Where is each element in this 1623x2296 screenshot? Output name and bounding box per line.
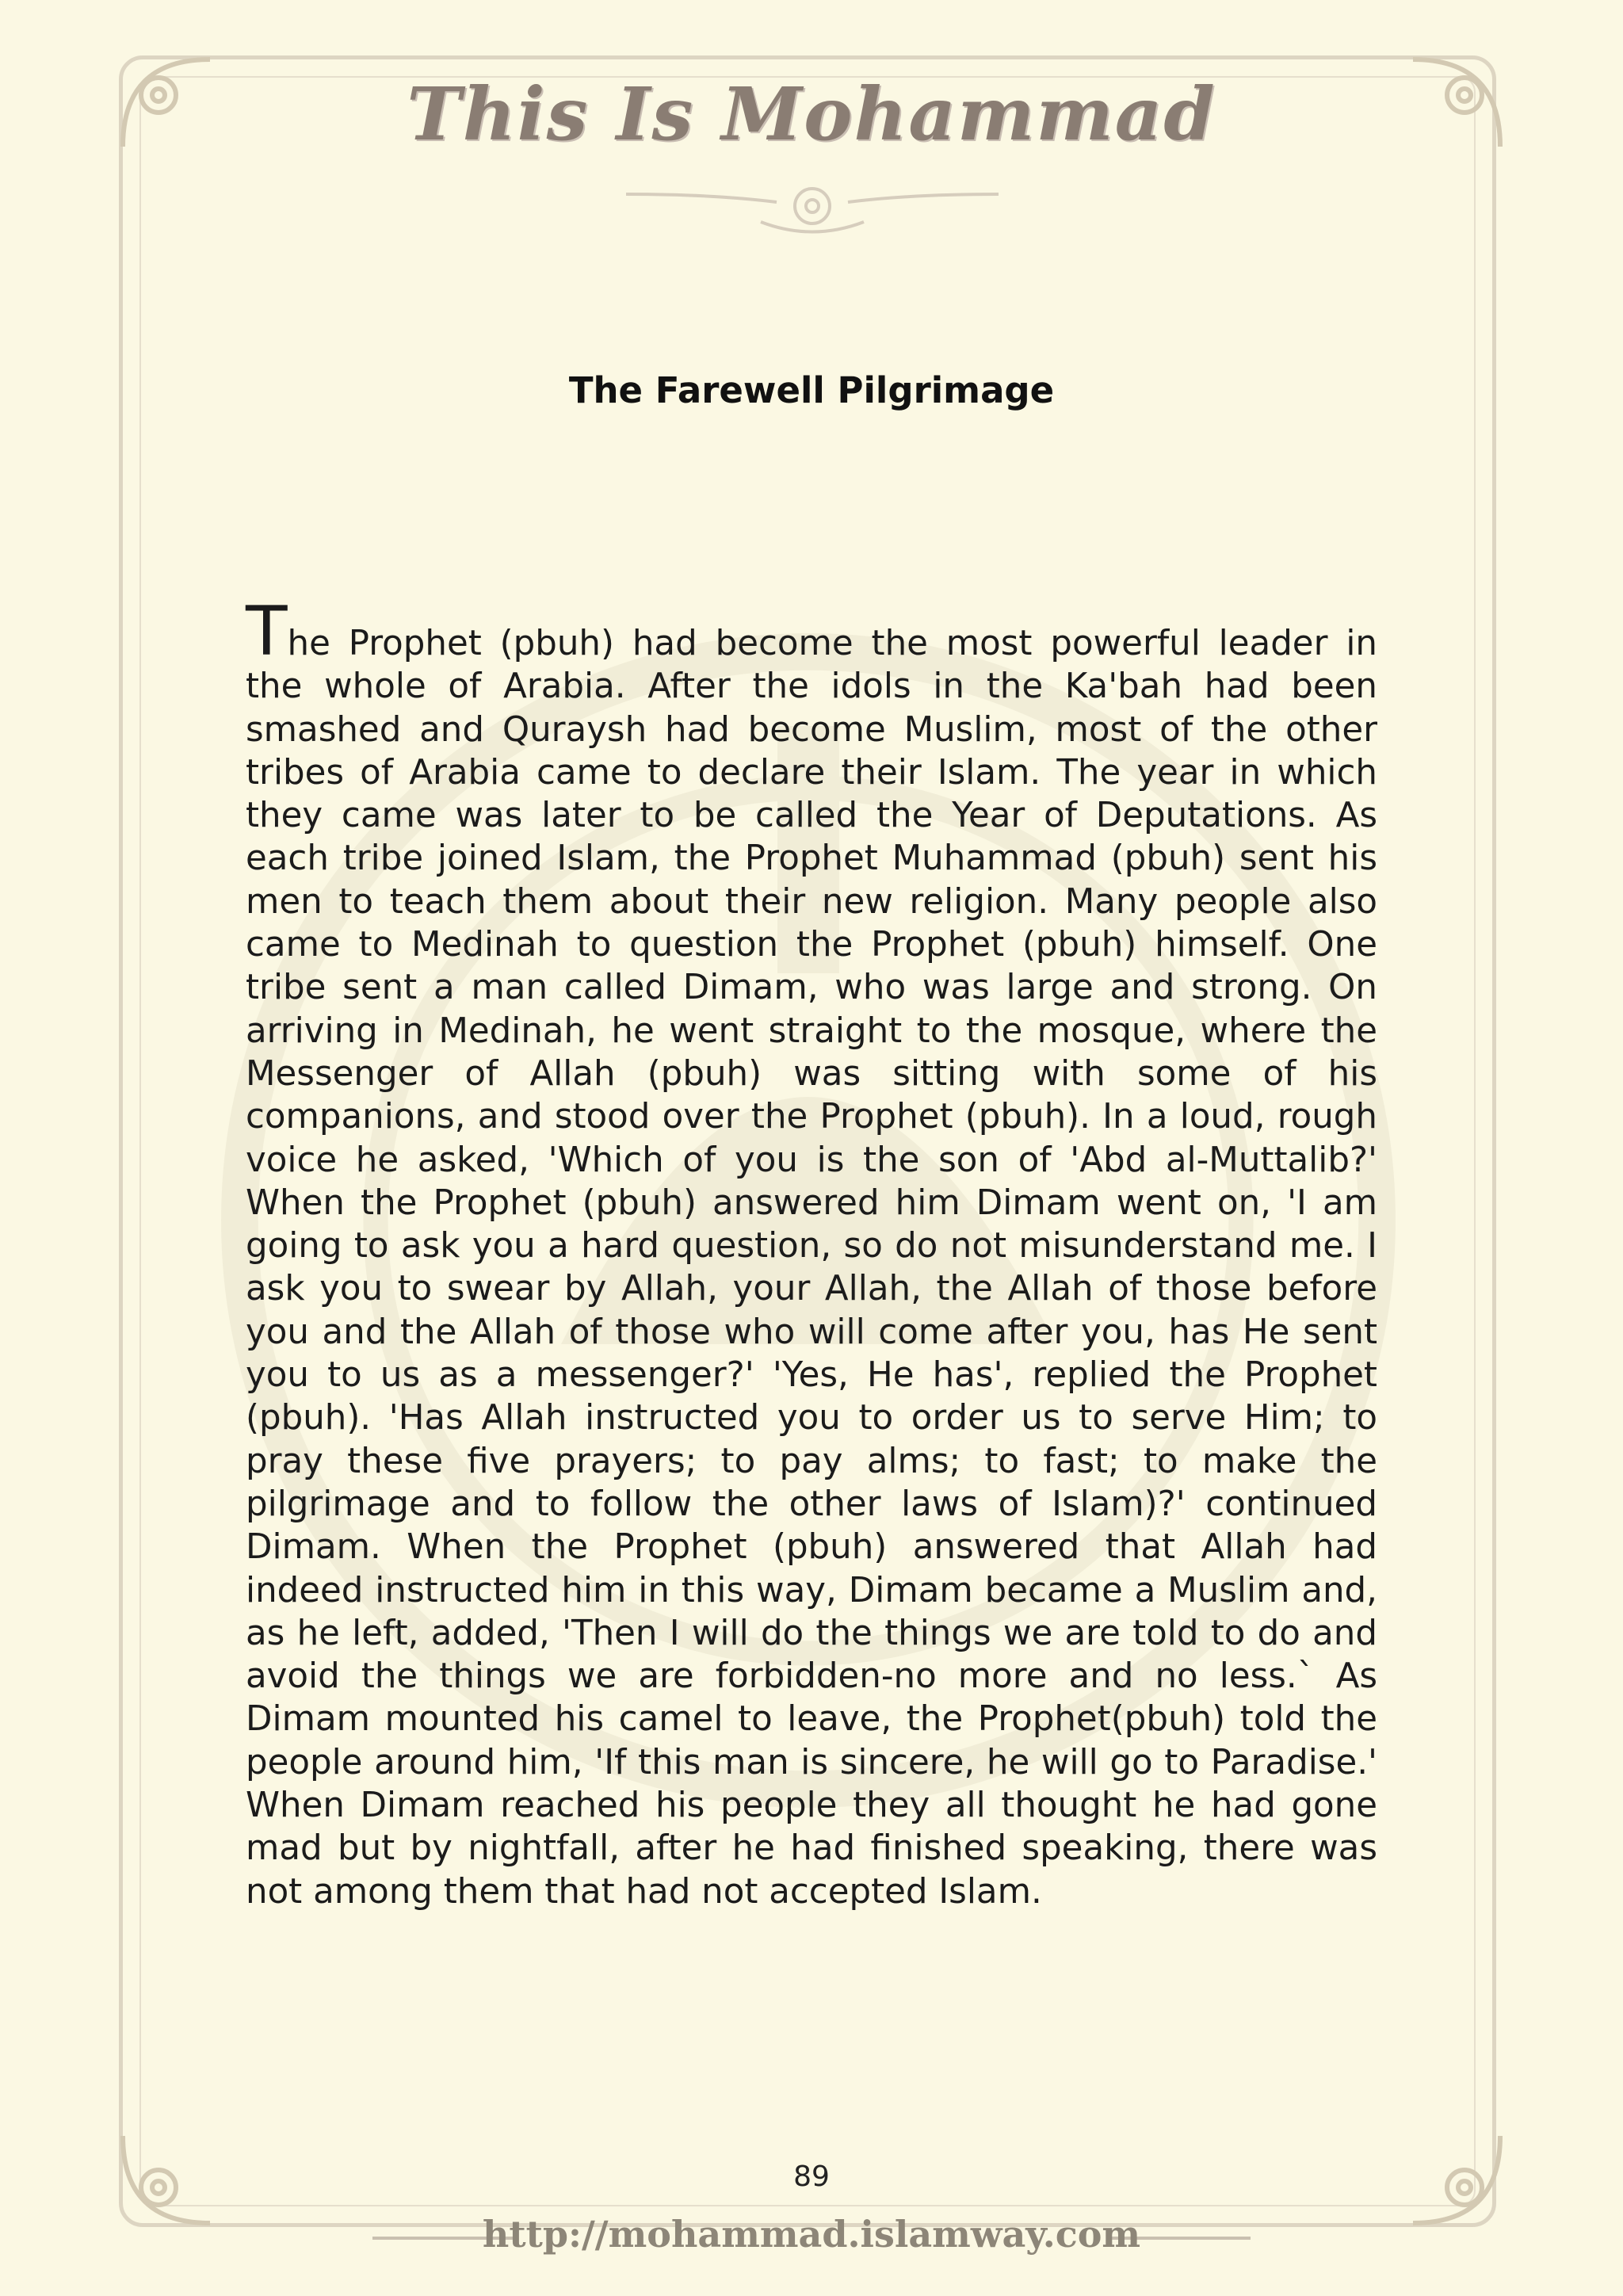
drop-cap: T [246, 592, 288, 671]
body-paragraph [246, 592, 1377, 1913]
chapter-title: The Farewell Pilgrimage [568, 369, 1055, 411]
paragraph-text: he Prophet (pbuh) had become the most powerful leader in the whole of Arabia. After the idols in the Ka'bah had been smashed and Quraysh had become Muslim, most of the other tribes of Arabia came to declare their Islam. The year in which they came was later to be called the Year of Deputations. As each tribe joined Islam, the Prophet Muhammad (pbuh) sent his men to teach them about their new religion. Many people also came to Medinah to question the Prophet (pbuh) himself. One tribe sent a man called Dimam, who was large and strong. On arriving in Medinah, he went straight to the mosque, where the Messenger of Allah (pbuh) was sitting with some of his companions, and stood over the Prophet (pbuh). In a loud, rough voice he asked, 'Which of you is the son of 'Abd al-Muttalib?' When the Prophet (pbuh) answered him Dimam went on, 'I am going to ask you a hard question, so do not misunderstand me. I ask you to swear by Allah, your Allah, the Allah of those before you and the Allah of those who will come after you, has He sent you to us as a messenger?' 'Yes, He has', replied the Prophet (pbuh). 'Has Allah instructed you to order us to serve Him; to pray these five prayers; to pay alms; to fast; to make the pilgrimage and to follow the other laws of Islam)?' continued Dimam. When the Prophet (pbuh) answered that Allah had indeed instructed him in this way, Dimam became a Muslim and, as he left, added, 'Then I will do the things we are told to do and avoid the things we are forbidden-no more and no less.` As Dimam mounted his camel to leave, the Prophet(pbuh) told the people around him, 'If this man is sincere, he will go to Paradise.' When Dimam reached his people they all thought he had gone mad but by nightfall, after he had finished speaking, there was not among them that had not accepted Islam. [246, 624, 1377, 1912]
page-number: 89 [793, 2160, 830, 2193]
book-title-header: This Is Mohammad [407, 71, 1216, 157]
header-flourish-ornament [618, 178, 1006, 242]
footer-website-url[interactable]: http://mohammad.islamway.com [482, 2213, 1141, 2256]
